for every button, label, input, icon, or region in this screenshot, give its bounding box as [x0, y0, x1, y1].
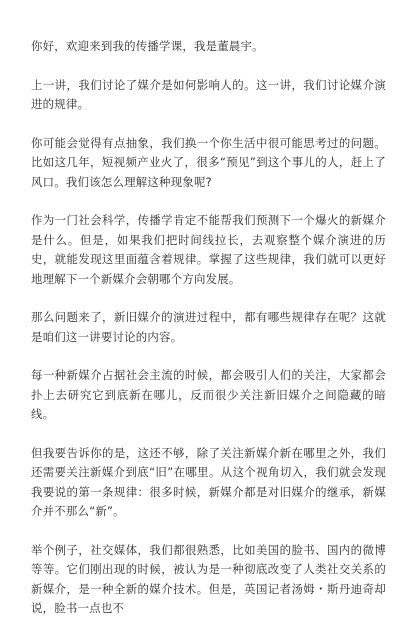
paragraph-greeting: 你好，欢迎来到我的传播学课，我是董晨宇。 — [31, 39, 264, 53]
paragraph-first-rule: 但我要告诉你的是，这还不够，除了关注新媒介新在哪里之外，我们还需要关注新媒介到底“旧”在哪里。从这个视角切入，我们就会发现我要说的第一条规律：很多时候，新媒介都是对旧媒介的继承，新媒介并不那么“新”。 — [31, 445, 386, 518]
paragraph-question: 你可能会觉得有点抽象，我们换一个你生活中很可能思考过的问题。比如这几年，短视频产业火了，很多“预见”到这个事儿的人，赶上了风口。我们该怎么理解这种现象呢? — [31, 135, 386, 189]
paragraph-example: 举个例子，社交媒体，我们都很熟悉，比如美国的脸书、国内的微博等等。它们刚出现的时候，被认为是一种彻底改变了人类社交关系的新媒介，是一种全新的媒介技术。但是，英国记者汤姆・斯丹迪奇却说，脸书一点也不 — [31, 542, 386, 615]
paragraph-social-science: 作为一门社会科学，传播学肯定不能帮我们预测下一个爆火的新媒介是什么。但是，如果我们把时间线拉长，去观察整个媒介演进的历史，就能发现这里面蕴含着规律。掌握了这些规律，我们就可以更好地理解下一个新媒介会朝哪个方向发展。 — [31, 213, 386, 286]
paragraph-attention: 每一种新媒介占据社会主流的时候，都会吸引人们的关注，大家都会扑上去研究它到底新在哪儿，反而很少关注新旧媒介之间隐藏的暗线。 — [31, 368, 386, 421]
paragraph-recap: 上一讲，我们讨论了媒介是如何影响人的。这一讲，我们讨论媒介演进的规律。 — [31, 77, 386, 111]
paragraph-topic: 那么问题来了，新旧媒介的演进过程中，都有哪些规律存在呢？这就是咱们这一讲要讨论的内容。 — [31, 310, 386, 344]
